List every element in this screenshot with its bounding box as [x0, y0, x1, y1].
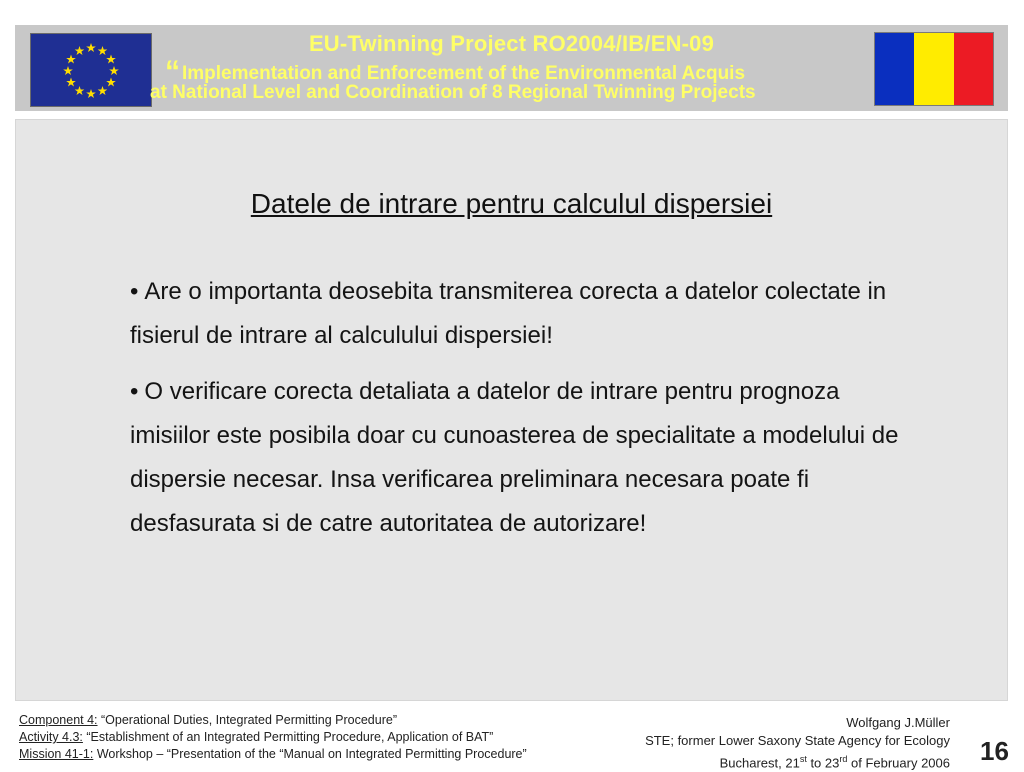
- bullet-text: Are o importanta deosebita transmiterea corecta a datelor colectate in fisierul de intrare al calculului dispersiei!: [130, 278, 887, 349]
- mission-text-workshop: Workshop: [93, 747, 153, 761]
- slide-title: Datele de intrare pentru calculul dispersiei: [250, 188, 773, 219]
- footer-mission-line: [19, 746, 527, 763]
- romania-flag-icon: [874, 32, 994, 106]
- bullet-marker: •: [130, 278, 139, 305]
- date-sup-1: st: [799, 754, 807, 764]
- date-sup-2: rd: [839, 754, 848, 764]
- event-date: [645, 750, 950, 772]
- footer-author-info: [645, 714, 950, 772]
- author-name: Wolfgang J.Müller: [846, 715, 950, 730]
- flag-band-yellow: [914, 33, 953, 105]
- project-title: EU-Twinning Project RO2004/IB/EN-09: [308, 31, 715, 56]
- date-mid: to 23: [806, 755, 840, 771]
- flag-band-blue: [875, 33, 914, 105]
- component-text: “Operational Duties, Integrated Permitting Procedure”: [97, 713, 397, 727]
- flag-band-red: [954, 33, 993, 105]
- bullet-marker: •: [130, 378, 139, 405]
- date-suffix: of February 2006: [847, 755, 950, 771]
- open-quote: “: [165, 55, 180, 88]
- footer-component-line: [19, 712, 527, 729]
- author-organization: STE; former Lower Saxony State Agency for Ecology: [645, 733, 950, 748]
- activity-label: Activity 4.3:: [19, 730, 83, 744]
- mission-text-rest: – “Presentation of the “Manual on Integrated Permitting Procedure”: [152, 747, 527, 761]
- subtitle-line-1-text: Implementation and Enforcement of the Environmental Acquis: [182, 63, 746, 84]
- footer-activity-line: [19, 729, 527, 746]
- header-banner: [15, 25, 1008, 111]
- bullet-text: O verificare corecta detaliata a datelor de intrare pentru prognoza imisiilor este posibila doar cu cunoasterea de specialitate a modelului de dispersie necesar. Insa verificarea preliminara necesara poate fi desfasurata si de catre autoritatea de autorizare!: [130, 378, 899, 537]
- slide-content: [15, 119, 1008, 701]
- footer-project-info: [19, 712, 527, 763]
- bullet-item: [130, 370, 900, 546]
- mission-label: Mission 41-1:: [19, 747, 94, 761]
- bullet-list: [130, 270, 900, 558]
- activity-text: “Establishment of an Integrated Permitting Procedure, Application of BAT”: [82, 730, 494, 744]
- project-subtitle-line-2: at National Level and Coordination of 8 Regional Twinning Projects: [150, 82, 756, 103]
- bullet-item: [130, 270, 900, 358]
- date-prefix: Bucharest, 21: [719, 755, 800, 771]
- page-number: 16: [980, 736, 1009, 766]
- component-label: Component 4:: [19, 713, 98, 727]
